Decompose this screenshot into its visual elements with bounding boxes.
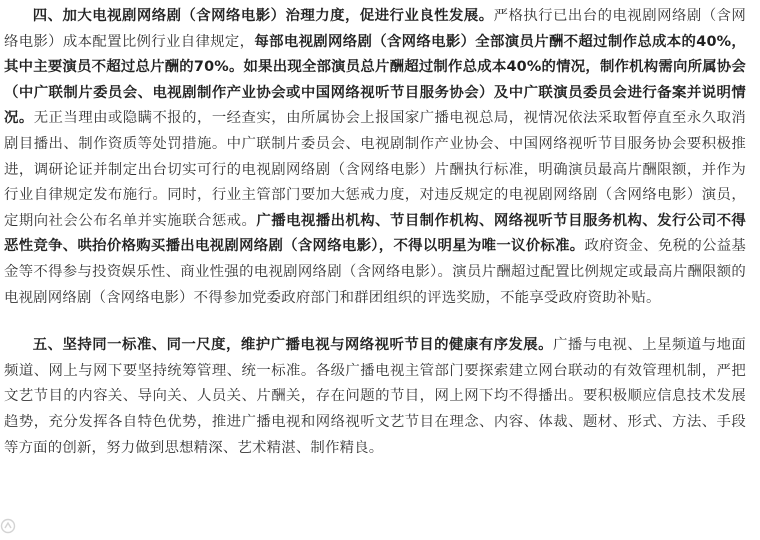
section-4-bold-2: 广播电视播出机构、节目制作机构、网络视听节目服务机构、发行公司不得恶性竞争、哄抬价格购买播出电视剧网络剧（含网络电影），不得以明星为唯一议价标准。 — [4, 212, 747, 255]
section-4-bold-1: 每部电视剧网络剧（含网络电影）全部演员片酬不超过制作总成本的40%，其中主要演员不超过总片酬的70%。如果出现全部演员总片酬超过制作总成本40%的情况，制作机构需向所属协会（中广联制片委员会、电视剧制作产业协会或中国网络视听节目服务协会）及中广联演员委员会进行备案并说明情况。 — [4, 33, 747, 127]
section-5-heading: 五、坚持同一标准、同一尺度，维护广播电视与网络视听节目的健康有序发展。 — [32, 337, 554, 354]
section-4-text-1: 严格执行已出台的电视剧网络剧（含网络电影）成本配置比例行业自律规定， — [4, 8, 747, 50]
section-5-text-1: 广播与电视、上星频道与地面频道、网上与网下要坚持统筹管理、统一标准。各级广播电视主管部门要探索建立网台联动的有效管理机制，严把文艺节目的内容关、导向关、人员关、片酬关，存在问题的节目，网上网下均不得播出。要积极顺应信息技术发展趋势，充分发挥各自特色优势，推进广播电视和网络视听文艺节目在理念、内容、体裁、题材、形式、方法、手段等方面的创新，努力做到思想精深、艺术精湛、制作精良。 — [4, 337, 746, 456]
section-5-paragraph — [4, 333, 746, 461]
section-4-paragraph — [4, 4, 746, 311]
section-4-heading: 四、加大电视剧网络剧（含网络电影）治理力度，促进行业良性发展。 — [32, 8, 494, 24]
section-4-text-3: 政府资金、免税的公益基金等不得参与投资娱乐性、商业性强的电视剧网络剧（含网络电影）。演员片酬超过配置比例规定或最高片酬限额的电视剧网络剧（含网络电影）不得参加党委政府部门和群团组织的评选奖励，不能享受政府资助补贴。 — [4, 238, 746, 306]
watermark — [0, 518, 16, 534]
section-4-text-2: 无正当理由或隐瞒不报的，一经查实，由所属协会上报国家广播电视总局，视情况依法采取暂停直至永久取消剧目播出、制作资质等处罚措施。中广联制片委员会、电视剧制作产业协会、中国网络视听节目服务协会要积极推进，调研论证并制定出台切实可行的电视剧网络剧（含网络电影）片酬执行标准，明确演员最高片酬限额，并作为行业自律规定发布施行。同时，行业主管部门要加大惩戒力度，对违反规定的电视剧网络剧（含网络电影）演员，定期向社会公布名单并实施联合惩戒。 — [4, 110, 747, 229]
watermark-logo-icon — [0, 518, 16, 534]
